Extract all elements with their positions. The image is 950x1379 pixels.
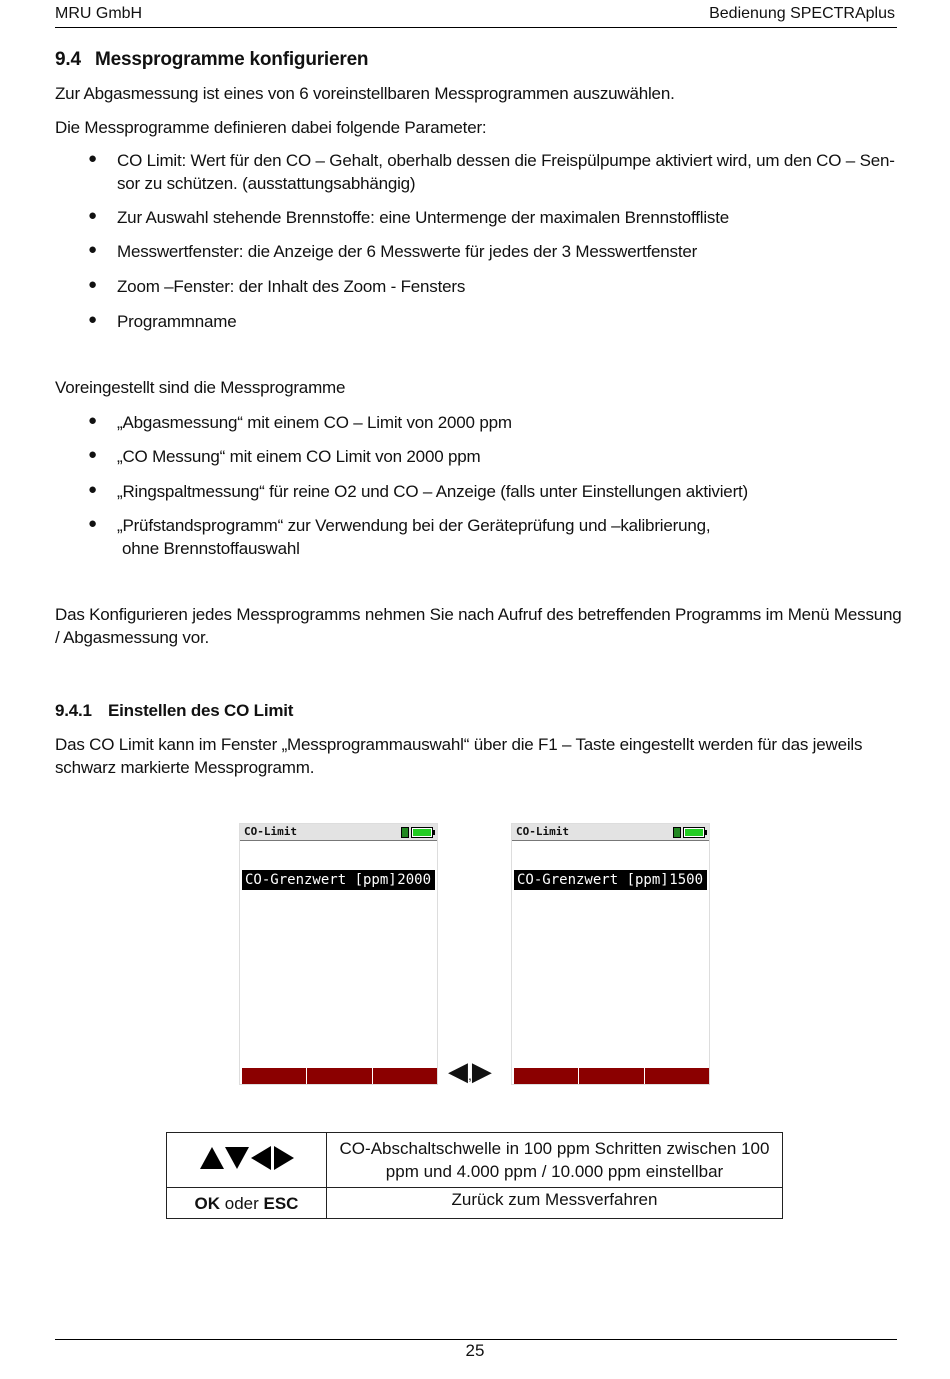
param-item: Zur Auswahl stehende Brennstoffe: eine Untermenge der maximalen Brennstoffliste <box>117 208 729 227</box>
arrow-keys-desc-line-1: CO-Abschaltschwelle in 100 ppm Schritten zwischen 100 <box>339 1139 770 1158</box>
left-arrow-icon: ◀ <box>448 1056 468 1086</box>
softkey-bar <box>514 1068 709 1084</box>
softkey-f3[interactable] <box>645 1068 709 1084</box>
intro-line-2: Die Messprogramme definieren dabei folgende Parameter: <box>55 118 487 137</box>
intro-line-1: Zur Abgasmessung ist eines von 6 voreinstellbaren Messprogrammen auszuwählen. <box>55 84 675 103</box>
param-item: Messwertfenster: die Anzeige der 6 Messwerte für jedes der 3 Messwertfenster <box>117 242 698 261</box>
bullet-icon: ● <box>88 515 98 532</box>
softkey-f3[interactable] <box>373 1068 437 1084</box>
sub-text-line-2: schwarz markierte Messprogramm. <box>55 758 315 777</box>
co-limit-value: 2000 <box>397 872 431 888</box>
softkey-f1[interactable] <box>514 1068 578 1084</box>
bullet-icon: ● <box>88 412 98 429</box>
param-item-continued: sor zu schützen. (ausstattungsabhängig) <box>117 174 416 193</box>
preset-item: „Ringspaltmessung“ für reine O2 und CO – Anzeige (falls unter Einstellungen aktiviert) <box>117 482 749 501</box>
section-number: 9.4 <box>55 49 81 70</box>
co-limit-row-selected <box>242 870 435 890</box>
preset-heading: Voreingestellt sind die Messprogramme <box>55 378 346 397</box>
left-right-arrows <box>448 1056 492 1090</box>
config-line-1: Das Konfigurieren jedes Messprogramms nehmen Sie nach Aufruf des betreffenden Programms im Menü Messung <box>55 605 902 624</box>
header-rule <box>55 27 897 28</box>
sub-text-line-1: Das CO Limit kann im Fenster „Messprogrammauswahl“ über die F1 – Taste eingestellt werden für das jeweils <box>55 735 863 754</box>
right-arrow-icon: ▶ <box>471 1056 492 1086</box>
preset-item-continued: ohne Brennstoffauswahl <box>122 539 300 558</box>
arrow-keys-icon <box>199 1145 295 1171</box>
arrow-keys-desc-line-2: ppm und 4.000 ppm / 10.000 ppm einstellbar <box>385 1162 724 1181</box>
bullet-icon: ● <box>88 276 98 293</box>
arrow-keys-description <box>327 1133 783 1188</box>
arrow-separator: , <box>468 1067 472 1083</box>
arrow-keys-icons <box>199 1144 295 1172</box>
power-plug-icon <box>673 827 681 838</box>
table-row <box>167 1188 783 1219</box>
power-plug-icon <box>401 827 409 838</box>
screen-title: CO-Limit <box>244 825 297 838</box>
bullet-icon: ● <box>88 241 98 258</box>
subsection-heading <box>55 701 293 721</box>
screen-title-bar <box>240 824 437 841</box>
screen-title-bar <box>512 824 709 841</box>
softkey-f1[interactable] <box>242 1068 306 1084</box>
battery-icon <box>411 827 433 838</box>
softkey-f2[interactable] <box>579 1068 643 1084</box>
section-heading <box>55 49 368 71</box>
co-limit-value: 1500 <box>669 872 703 888</box>
preset-item: „CO Messung“ mit einem CO Limit von 2000 ppm <box>117 447 481 466</box>
device-screen-after <box>511 823 710 1085</box>
device-screen-before <box>239 823 438 1085</box>
softkey-f2[interactable] <box>307 1068 371 1084</box>
key-function-table <box>166 1132 783 1219</box>
param-item: Programmname <box>117 312 237 331</box>
config-line-2: / Abgasmessung vor. <box>55 628 210 647</box>
subsection-number: 9.4.1 <box>55 701 92 720</box>
co-limit-row-selected <box>514 870 707 890</box>
screen-title: CO-Limit <box>516 825 569 838</box>
param-item: CO Limit: Wert für den CO – Gehalt, oberhalb dessen die Freispülpumpe aktiviert wird, um den CO – Sen- <box>117 151 895 170</box>
bullet-icon: ● <box>88 311 98 328</box>
bullet-icon: ● <box>88 150 98 167</box>
bullet-icon: ● <box>88 446 98 463</box>
battery-icon <box>683 827 705 838</box>
arrow-keys-cell <box>167 1133 327 1188</box>
header-company: MRU GmbH <box>55 5 143 22</box>
ok-key-label: OK <box>194 1193 221 1213</box>
table-row <box>167 1133 783 1188</box>
bullet-icon: ● <box>88 207 98 224</box>
co-limit-label: CO-Grenzwert [ppm] <box>517 872 669 888</box>
key-or-label: oder <box>220 1193 264 1213</box>
header-manual-title: Bedienung SPECTRAplus <box>709 5 895 22</box>
softkey-bar <box>242 1068 437 1084</box>
bullet-icon: ● <box>88 481 98 498</box>
subsection-title: Einstellen des CO Limit <box>108 701 294 720</box>
footer-rule <box>55 1339 897 1340</box>
preset-item: „Prüfstandsprogramm“ zur Verwendung bei der Geräteprüfung und –kalibrierung, <box>117 516 711 535</box>
ok-esc-description: Zurück zum Messverfahren <box>327 1188 783 1219</box>
ok-esc-keys-cell <box>167 1188 327 1219</box>
page-number: 25 <box>465 1341 485 1360</box>
param-item: Zoom –Fenster: der Inhalt des Zoom - Fensters <box>117 277 466 296</box>
preset-item: „Abgasmessung“ mit einem CO – Limit von 2000 ppm <box>117 413 512 432</box>
esc-key-label: ESC <box>263 1193 299 1213</box>
section-title: Messprogramme konfigurieren <box>95 49 369 70</box>
co-limit-label: CO-Grenzwert [ppm] <box>245 872 397 888</box>
